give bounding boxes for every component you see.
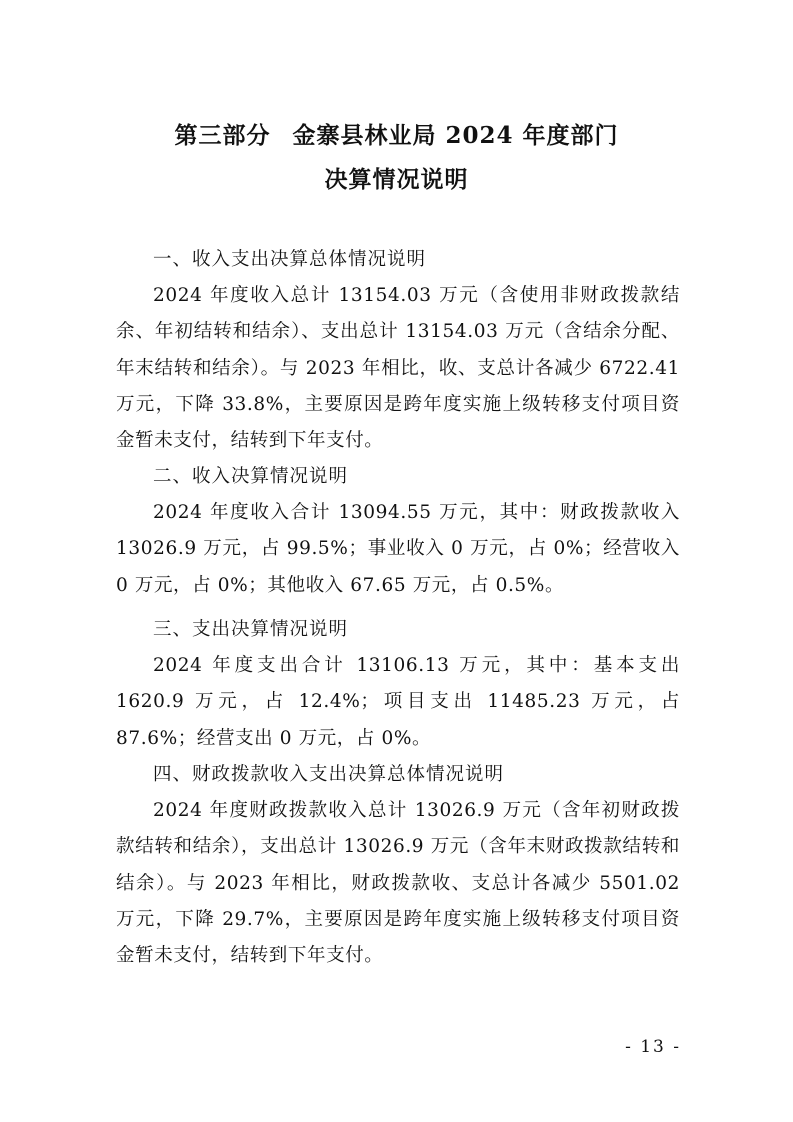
section-3: [116, 612, 680, 757]
title-department-year: 金寨县林业局 2024 年度部门: [292, 122, 619, 149]
section-2-heading: 二、收入决算情况说明: [153, 466, 349, 487]
document-title-line-2: 决算情况说明: [324, 166, 469, 193]
section-3-paragraph: 2024 年度支出合计 13106.13 万元，其中：基本支出 1620.9 万元，占 12.4%；项目支出 11485.23 万元，占 87.6%；经营支出 0 万元，占 0%。: [116, 655, 680, 749]
section-4-heading: 四、财政拨款收入支出决算总体情况说明: [153, 764, 505, 785]
section-3-heading: 三、支出决算情况说明: [153, 619, 349, 640]
section-4-paragraph: 2024 年度财政拨款收入总计 13026.9 万元（含年初财政拨款结转和结余），支出总计 13026.9 万元（含年末财政拨款结转和结余）。与 2023 年相比，财政拨款收、支总计各减少 5501.02 万元，下降 29.7%，主要原因是跨年度实施上级转移支付项目资金暂未支付，结转到下年支付。: [116, 800, 680, 967]
section-2-paragraph: 2024 年度收入合计 13094.55 万元，其中：财政拨款收入 13026.9 万元，占 99.5%；事业收入 0 万元，占 0%；经营收入 0 万元，占 0%；其他收入 67.65 万元，占 0.5%。: [116, 502, 680, 596]
section-1-paragraph: 2024 年度收入总计 13154.03 万元（含使用非财政拨款结余、年初结转和结余）、支出总计 13154.03 万元（含结余分配、年末结转和结余）。与 2023 年相比，收、支总计各减少 6722.41 万元，下降 33.8%，主要原因是跨年度实施上级转移支付项目资金暂未支付，结转到下年支付。: [116, 285, 680, 452]
title-part-label: 第三部分: [174, 122, 271, 149]
section-4: [116, 757, 680, 974]
section-2: [116, 459, 680, 604]
page-number: - 13 -: [625, 1037, 681, 1057]
section-1: [116, 242, 680, 459]
section-1-heading: 一、收入支出决算总体情况说明: [153, 249, 427, 270]
document-title-line-1: [0, 124, 793, 147]
